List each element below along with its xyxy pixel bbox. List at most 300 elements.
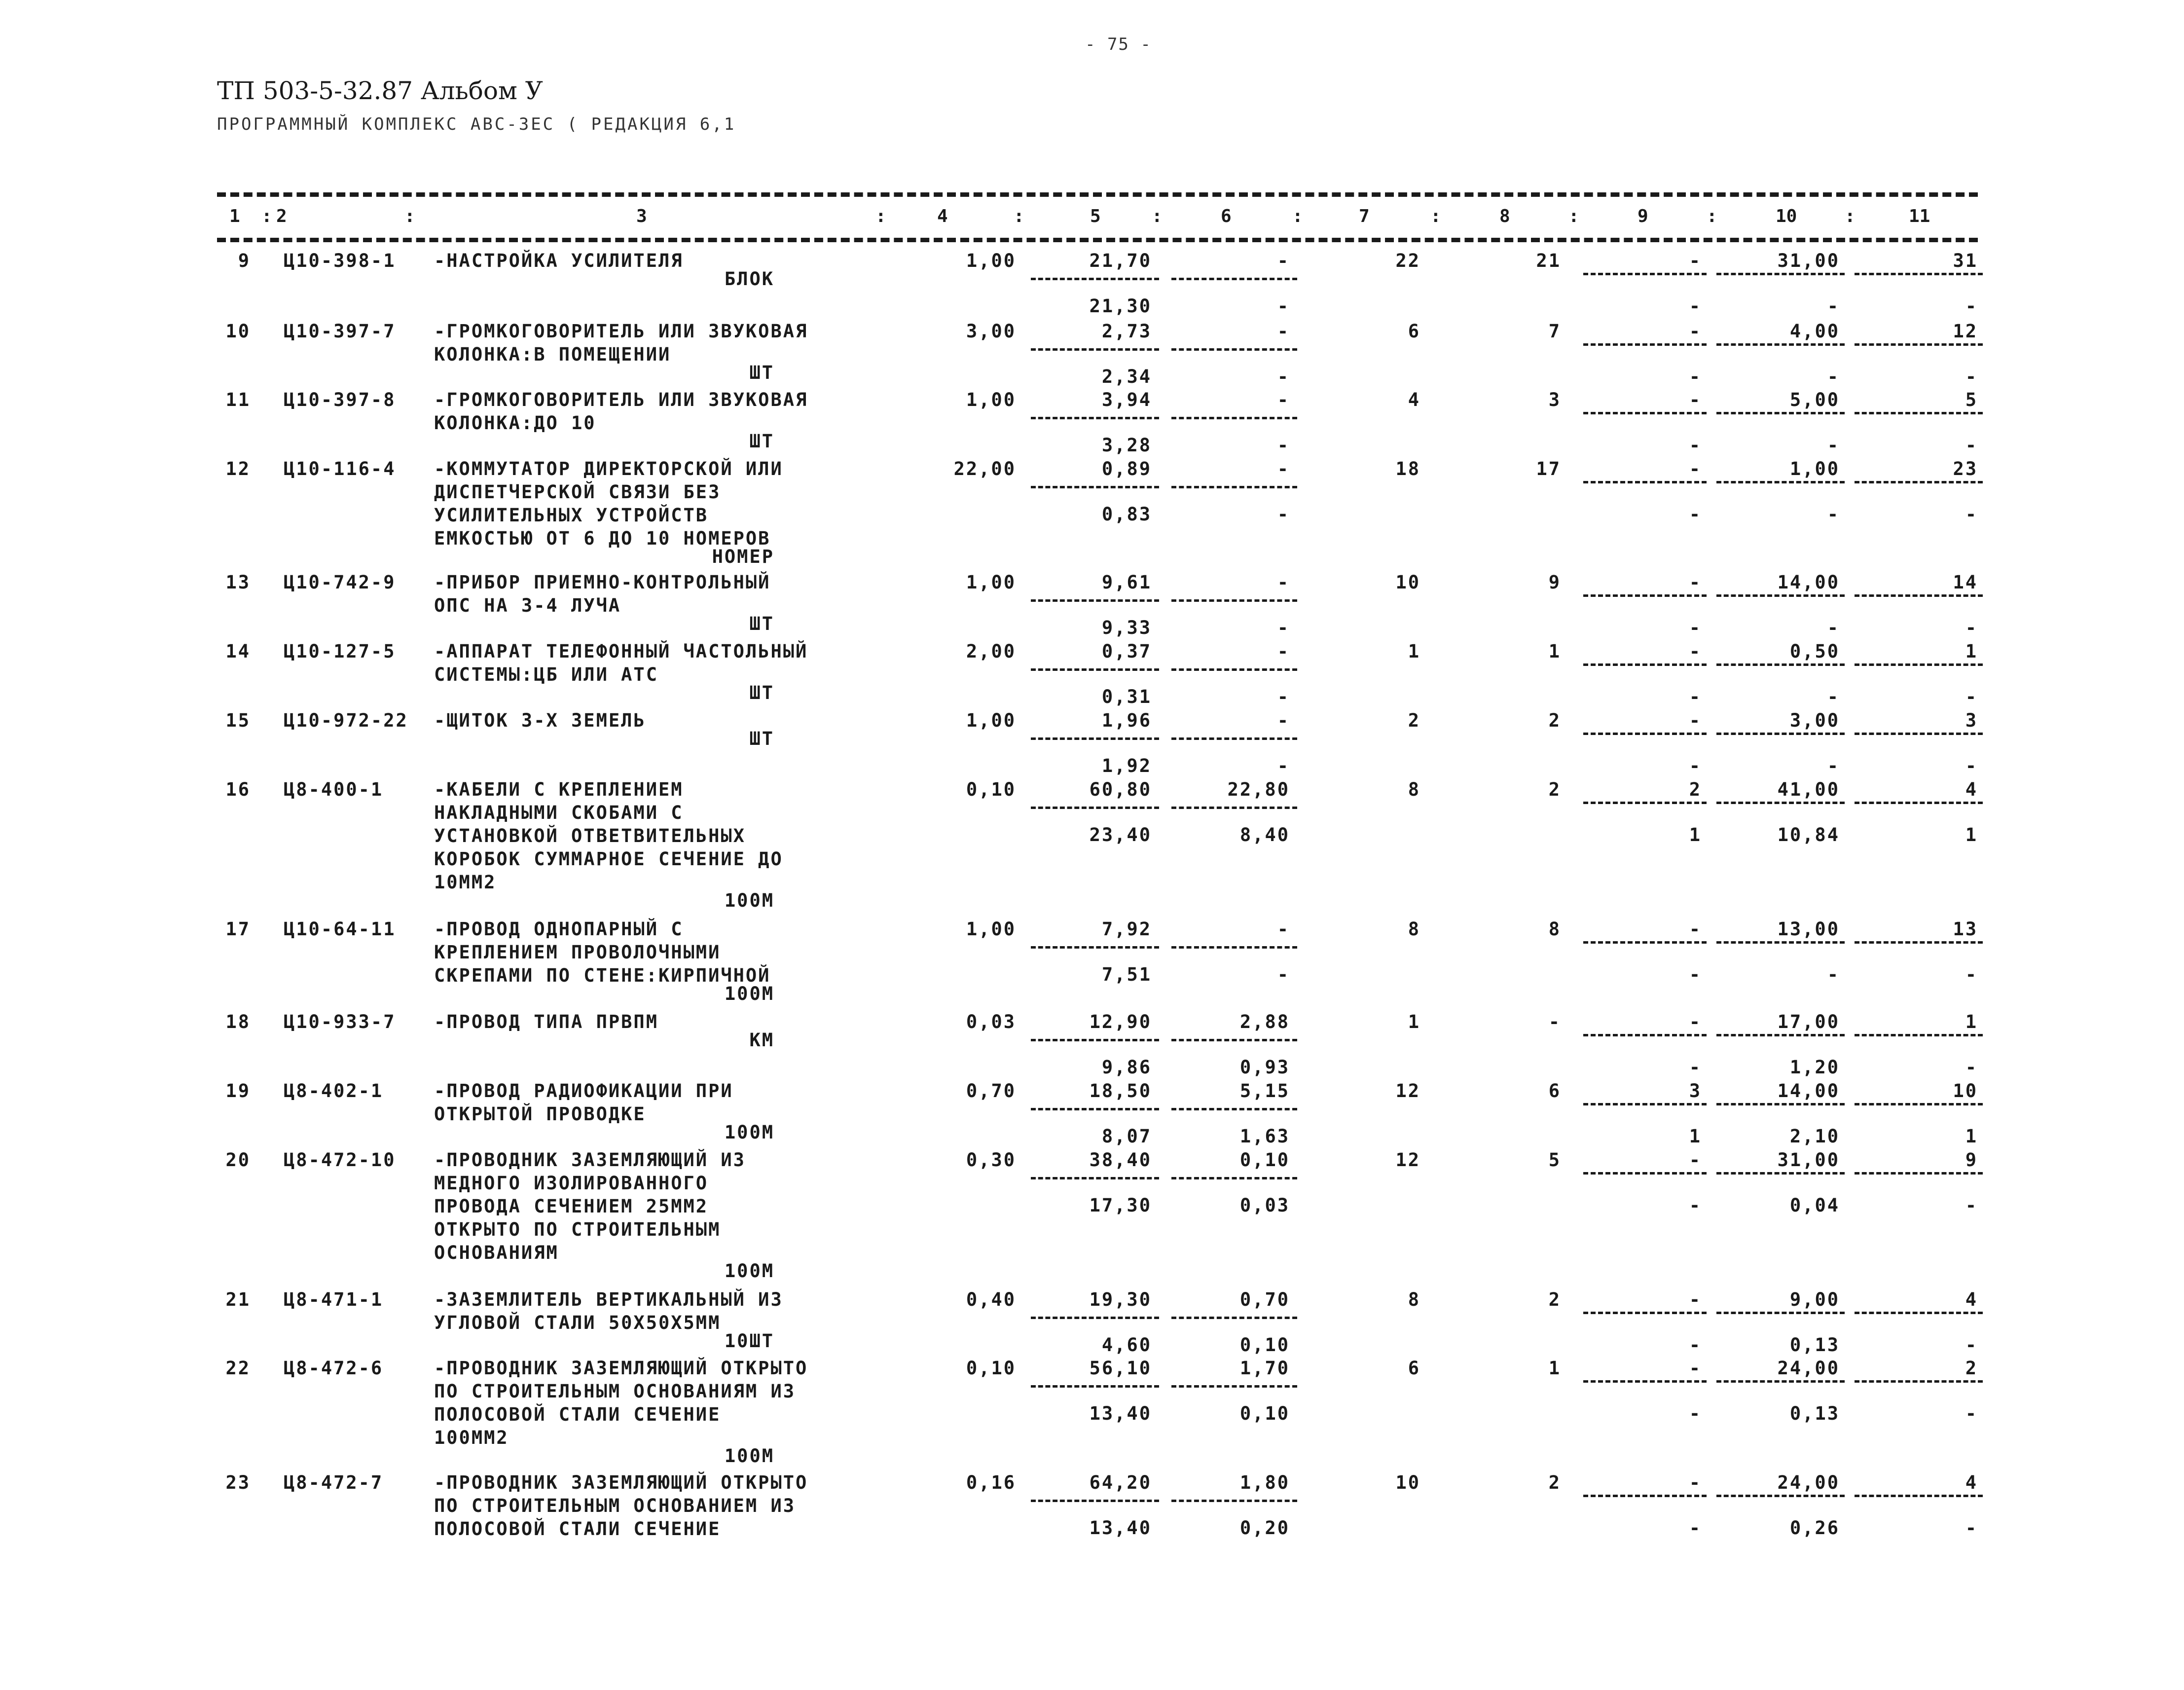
col6-value: - <box>1277 250 1290 271</box>
col10-subvalue: 10,84 <box>1777 824 1840 845</box>
col6-subvalue: 0,10 <box>1239 1403 1290 1424</box>
col9-subvalue: - <box>1689 366 1702 387</box>
col5-value: 18,50 <box>1089 1080 1152 1102</box>
row-number: 23 <box>225 1472 251 1493</box>
col8-value: 21 <box>1536 250 1561 271</box>
subtotal-rule <box>1716 594 1845 597</box>
row-description-line: КОРОБОК СУММАРНОЕ СЕЧЕНИЕ ДО <box>434 848 783 870</box>
subtotal-rule <box>1716 1172 1845 1175</box>
header-separator: : <box>1292 206 1303 226</box>
col9-subvalue: 1 <box>1689 824 1702 845</box>
subtotal-rule <box>1583 594 1707 597</box>
row-quantity: 1,00 <box>966 710 1016 731</box>
subtotal-rule <box>1583 481 1707 483</box>
col9-value: 2 <box>1689 779 1702 800</box>
row-description-line: -ПРОВОД ОДНОПАРНЫЙ С <box>434 918 684 940</box>
subtotal-rule <box>1031 348 1159 351</box>
subtotal-rule <box>1583 1103 1707 1105</box>
col7-value: 10 <box>1395 1472 1420 1493</box>
row-number: 12 <box>225 458 251 479</box>
subtotal-rule <box>1583 273 1707 275</box>
subtotal-rule <box>1855 1380 1983 1383</box>
col9-subvalue: - <box>1689 755 1702 776</box>
col5-subvalue: 9,86 <box>1101 1057 1152 1078</box>
row-description-line: ОПС НА 3-4 ЛУЧА <box>434 595 621 616</box>
col6-subvalue: - <box>1277 755 1290 776</box>
col10-subvalue: - <box>1827 617 1840 638</box>
subtotal-rule <box>1855 1103 1983 1105</box>
col6-value: 22,80 <box>1227 779 1290 800</box>
row-description-line: 100ММ2 <box>434 1427 509 1448</box>
col9-value: - <box>1689 458 1702 479</box>
row-unit: КМ <box>749 1029 774 1051</box>
col10-subvalue: - <box>1827 504 1840 525</box>
row-code: Ц10-397-8 <box>284 389 396 410</box>
col10-subvalue: - <box>1827 366 1840 387</box>
row-description-line: ПО СТРОИТЕЛЬНЫМ ОСНОВАНИЕМ ИЗ <box>434 1495 796 1516</box>
row-number: 9 <box>238 250 251 271</box>
col7-value: 6 <box>1408 321 1420 342</box>
col9-value: - <box>1689 321 1702 342</box>
subtotal-rule <box>1031 1500 1159 1502</box>
row-description-line: -ПРОВОД ТИПА ПРВПМ <box>434 1011 658 1032</box>
col9-value: - <box>1689 1011 1702 1032</box>
row-unit: 100М <box>724 890 774 911</box>
col6-value: 5,15 <box>1239 1080 1290 1102</box>
col9-subvalue: - <box>1689 435 1702 456</box>
col11-value: 4 <box>1965 1289 1978 1310</box>
row-code: Ц8-471-1 <box>284 1289 384 1310</box>
col6-value: 0,70 <box>1239 1289 1290 1310</box>
col10-value: 24,00 <box>1777 1472 1840 1493</box>
col6-value: 1,70 <box>1239 1358 1290 1379</box>
col6-value: - <box>1277 710 1290 731</box>
header-separator: : <box>875 206 886 226</box>
col9-value: - <box>1689 250 1702 271</box>
col6-value: 0,10 <box>1239 1149 1290 1171</box>
row-unit: 10ШТ <box>724 1330 774 1352</box>
row-quantity: 0,70 <box>966 1080 1016 1102</box>
row-description-line: ОТКРЫТОЙ ПРОВОДКЕ <box>434 1103 646 1125</box>
col10-value: 31,00 <box>1777 1149 1840 1171</box>
col5-subvalue: 3,28 <box>1101 435 1152 456</box>
col10-value: 5,00 <box>1789 389 1840 410</box>
subtotal-rule <box>1583 663 1707 666</box>
subtotal-rule <box>1583 733 1707 735</box>
col6-value: - <box>1277 918 1290 940</box>
subtotal-rule <box>1855 802 1983 804</box>
subtotal-rule <box>1031 1385 1159 1388</box>
header-separator: : <box>261 206 272 226</box>
col7-value: 2 <box>1408 710 1420 731</box>
subtotal-rule <box>1171 946 1297 949</box>
row-description-line: ОТКРЫТО ПО СТРОИТЕЛЬНЫМ <box>434 1219 721 1240</box>
header-col-10: 10 <box>1776 206 1797 226</box>
col5-value: 56,10 <box>1089 1358 1152 1379</box>
row-code: Ц10-742-9 <box>284 572 396 593</box>
row-description-line: УГЛОВОЙ СТАЛИ 50Х50Х5ММ <box>434 1312 721 1333</box>
col9-subvalue: - <box>1689 1195 1702 1216</box>
col5-subvalue: 23,40 <box>1089 824 1152 845</box>
row-quantity: 22,00 <box>953 458 1016 479</box>
subtotal-rule <box>1583 941 1707 944</box>
subtotal-rule <box>1855 941 1983 944</box>
col9-subvalue: - <box>1689 964 1702 985</box>
col9-value: - <box>1689 641 1702 662</box>
col6-value: - <box>1277 321 1290 342</box>
subtotal-rule <box>1716 1495 1845 1497</box>
col11-value: 14 <box>1953 572 1978 593</box>
header-separator: : <box>1568 206 1579 226</box>
subtotal-rule <box>1171 1108 1297 1110</box>
subtotal-rule <box>1716 802 1845 804</box>
col9-value: - <box>1689 1472 1702 1493</box>
row-description-line: КРЕПЛЕНИЕМ ПРОВОЛОЧНЫМИ <box>434 942 721 963</box>
row-unit: 100М <box>724 1260 774 1282</box>
row-quantity: 0,16 <box>966 1472 1016 1493</box>
row-unit: ШТ <box>749 682 774 703</box>
page-number: - 75 - <box>1085 35 1152 54</box>
row-unit: БЛОК <box>724 268 774 290</box>
subtotal-rule <box>1031 668 1159 671</box>
row-description-line: -ПРОВОД РАДИОФИКАЦИИ ПРИ <box>434 1080 733 1102</box>
col6-value: - <box>1277 389 1290 410</box>
col11-subvalue: - <box>1965 1403 1978 1424</box>
col7-value: 1 <box>1408 1011 1420 1032</box>
col10-subvalue: 0,13 <box>1789 1334 1840 1356</box>
col10-subvalue: - <box>1827 755 1840 776</box>
col10-subvalue: - <box>1827 964 1840 985</box>
col10-value: 3,00 <box>1789 710 1840 731</box>
row-unit: ШТ <box>749 431 774 452</box>
document-title: ТП 503-5-32.87 Альбом У <box>217 76 543 105</box>
row-number: 16 <box>225 779 251 800</box>
col10-subvalue: 0,26 <box>1789 1517 1840 1539</box>
col11-subvalue: - <box>1965 1334 1978 1356</box>
row-quantity: 1,00 <box>966 250 1016 271</box>
col5-subvalue: 9,33 <box>1101 617 1152 638</box>
subtotal-rule <box>1171 599 1297 602</box>
row-description-line: -ПРИБОР ПРИЕМНО-КОНТРОЛЬНЫЙ <box>434 572 771 593</box>
col6-subvalue: 1,63 <box>1239 1126 1290 1147</box>
col10-value: 4,00 <box>1789 321 1840 342</box>
row-code: Ц10-397-7 <box>284 321 396 342</box>
col6-value: - <box>1277 458 1290 479</box>
subtotal-rule <box>1583 1172 1707 1175</box>
subtotal-rule <box>1031 599 1159 602</box>
row-quantity: 1,00 <box>966 918 1016 940</box>
subtotal-rule <box>1031 1108 1159 1110</box>
subtotal-rule <box>1031 486 1159 488</box>
subtotal-rule <box>1031 807 1159 809</box>
col8-value: 2 <box>1548 779 1561 800</box>
col5-value: 1,96 <box>1101 710 1152 731</box>
col10-subvalue: 1,20 <box>1789 1057 1840 1078</box>
col10-value: 1,00 <box>1789 458 1840 479</box>
subtotal-rule <box>1855 273 1983 275</box>
row-unit: ШТ <box>749 728 774 749</box>
col7-value: 12 <box>1395 1080 1420 1102</box>
row-code: Ц10-116-4 <box>284 458 396 479</box>
row-number: 20 <box>225 1149 251 1171</box>
col11-subvalue: 1 <box>1965 824 1978 845</box>
col5-subvalue: 1,92 <box>1101 755 1152 776</box>
col9-value: - <box>1689 1289 1702 1310</box>
col11-value: 23 <box>1953 458 1978 479</box>
col8-value: 5 <box>1548 1149 1561 1171</box>
row-code: Ц8-472-10 <box>284 1149 396 1171</box>
row-number: 10 <box>225 321 251 342</box>
col10-subvalue: 0,04 <box>1789 1195 1840 1216</box>
row-description-line: ПОЛОСОВОЙ СТАЛИ СЕЧЕНИЕ <box>434 1404 721 1425</box>
col11-subvalue: - <box>1965 435 1978 456</box>
row-code: Ц10-398-1 <box>284 250 396 271</box>
subtotal-rule <box>1031 1317 1159 1319</box>
row-number: 18 <box>225 1011 251 1032</box>
row-description-line: ПРОВОДА СЕЧЕНИЕМ 25ММ2 <box>434 1196 709 1217</box>
subtotal-rule <box>1716 1312 1845 1314</box>
col11-value: 1 <box>1965 641 1978 662</box>
col5-value: 9,61 <box>1101 572 1152 593</box>
col9-value: - <box>1689 710 1702 731</box>
col10-value: 41,00 <box>1777 779 1840 800</box>
row-number: 19 <box>225 1080 251 1102</box>
col7-value: 10 <box>1395 572 1420 593</box>
col10-subvalue: 2,10 <box>1789 1126 1840 1147</box>
subtotal-rule <box>1171 668 1297 671</box>
row-quantity: 1,00 <box>966 389 1016 410</box>
header-col-5: 5 <box>1090 206 1101 226</box>
col6-subvalue: 0,93 <box>1239 1057 1290 1078</box>
col11-value: 13 <box>1953 918 1978 940</box>
col11-subvalue: - <box>1965 964 1978 985</box>
col7-value: 8 <box>1408 918 1420 940</box>
col9-subvalue: 1 <box>1689 1126 1702 1147</box>
subtotal-rule <box>1171 807 1297 809</box>
col9-subvalue: - <box>1689 1334 1702 1356</box>
col10-value: 14,00 <box>1777 1080 1840 1102</box>
row-description-line: УСТАНОВКОЙ ОТВЕТВИТЕЛЬНЫХ <box>434 825 746 846</box>
row-description-line: -КОММУТАТОР ДИРЕКТОРСКОЙ ИЛИ <box>434 458 783 479</box>
subtotal-rule <box>1583 343 1707 346</box>
row-description-line: -ПРОВОДНИК ЗАЗЕМЛЯЮЩИЙ ОТКРЫТО <box>434 1358 808 1379</box>
subtotal-rule <box>1716 1380 1845 1383</box>
subtotal-rule <box>1855 412 1983 414</box>
col8-value: 9 <box>1548 572 1561 593</box>
col5-subvalue: 17,30 <box>1089 1195 1152 1216</box>
subtotal-rule <box>1716 273 1845 275</box>
row-description-line: УСИЛИТЕЛЬНЫХ УСТРОЙСТВ <box>434 505 709 526</box>
header-separator: : <box>1845 206 1856 226</box>
col6-value: - <box>1277 641 1290 662</box>
subtotal-rule <box>1716 412 1845 414</box>
col9-value: - <box>1689 572 1702 593</box>
col10-value: 31,00 <box>1777 250 1840 271</box>
col11-value: 4 <box>1965 1472 1978 1493</box>
col5-value: 21,70 <box>1089 250 1152 271</box>
subtotal-rule <box>1031 417 1159 419</box>
row-code: Ц8-472-7 <box>284 1472 384 1493</box>
row-quantity: 0,30 <box>966 1149 1016 1171</box>
col11-subvalue: - <box>1965 1057 1978 1078</box>
col11-value: 2 <box>1965 1358 1978 1379</box>
header-col-8: 8 <box>1499 206 1510 226</box>
row-description-line: ОСНОВАНИЯМ <box>434 1242 559 1263</box>
subtotal-rule <box>1855 481 1983 483</box>
col8-value: 8 <box>1548 918 1561 940</box>
subtotal-rule <box>1855 343 1983 346</box>
subtotal-rule <box>1171 1317 1297 1319</box>
row-description-line: -ГРОМКОГОВОРИТЕЛЬ ИЛИ ЗВУКОВАЯ <box>434 389 808 410</box>
col7-value: 8 <box>1408 1289 1420 1310</box>
col5-subvalue: 4,60 <box>1101 1334 1152 1356</box>
col5-value: 7,92 <box>1101 918 1152 940</box>
col7-value: 6 <box>1408 1358 1420 1379</box>
row-unit: ШТ <box>749 613 774 634</box>
col10-value: 14,00 <box>1777 572 1840 593</box>
row-code: Ц10-64-11 <box>284 918 396 940</box>
subtotal-rule <box>1716 481 1845 483</box>
col5-subvalue: 13,40 <box>1089 1403 1152 1424</box>
col7-value: 18 <box>1395 458 1420 479</box>
col10-value: 17,00 <box>1777 1011 1840 1032</box>
col6-subvalue: - <box>1277 964 1290 985</box>
row-number: 13 <box>225 572 251 593</box>
col5-value: 60,80 <box>1089 779 1152 800</box>
header-col-1: 1 <box>229 206 240 226</box>
col5-subvalue: 0,31 <box>1101 686 1152 707</box>
row-description-line: -ГРОМКОГОВОРИТЕЛЬ ИЛИ ЗВУКОВАЯ <box>434 321 808 342</box>
col6-subvalue: 0,03 <box>1239 1195 1290 1216</box>
col6-subvalue: - <box>1277 295 1290 317</box>
col6-subvalue: 0,10 <box>1239 1334 1290 1356</box>
row-number: 11 <box>225 389 251 410</box>
subtotal-rule <box>1855 1495 1983 1497</box>
row-unit: 100М <box>724 1122 774 1143</box>
col10-subvalue: - <box>1827 435 1840 456</box>
col5-subvalue: 8,07 <box>1101 1126 1152 1147</box>
row-quantity: 0,10 <box>966 779 1016 800</box>
subtotal-rule <box>1716 1103 1845 1105</box>
table-header-rule <box>217 238 1978 242</box>
row-description-line: -АППАРАТ ТЕЛЕФОННЫЙ ЧАСТОЛЬНЫЙ <box>434 641 808 662</box>
subtotal-rule <box>1855 1034 1983 1036</box>
col11-value: 1 <box>1965 1011 1978 1032</box>
subtotal-rule <box>1855 1172 1983 1175</box>
subtotal-rule <box>1031 1039 1159 1041</box>
subtotal-rule <box>1583 1495 1707 1497</box>
row-number: 21 <box>225 1289 251 1310</box>
row-description-line: СКРЕПАМИ ПО СТЕНЕ:КИРПИЧНОЙ <box>434 965 771 986</box>
col8-value: 1 <box>1548 1358 1561 1379</box>
subtotal-rule <box>1031 1177 1159 1179</box>
col8-value: 2 <box>1548 1289 1561 1310</box>
subtotal-rule <box>1583 1380 1707 1383</box>
col5-subvalue: 0,83 <box>1101 504 1152 525</box>
col5-value: 2,73 <box>1101 321 1152 342</box>
col9-subvalue: - <box>1689 617 1702 638</box>
col11-subvalue: - <box>1965 617 1978 638</box>
header-col-9: 9 <box>1638 206 1648 226</box>
row-description-line: -ПРОВОДНИК ЗАЗЕМЛЯЮЩИЙ ОТКРЫТО <box>434 1472 808 1493</box>
col8-value: 2 <box>1548 710 1561 731</box>
col9-subvalue: - <box>1689 504 1702 525</box>
header-col-7: 7 <box>1359 206 1370 226</box>
subtotal-rule <box>1716 1034 1845 1036</box>
subtotal-rule <box>1855 1312 1983 1314</box>
col5-value: 12,90 <box>1089 1011 1152 1032</box>
row-quantity: 3,00 <box>966 321 1016 342</box>
row-description-line: -ЗАЗЕМЛИТЕЛЬ ВЕРТИКАЛЬНЫЙ ИЗ <box>434 1289 783 1310</box>
col9-value: - <box>1689 389 1702 410</box>
subtotal-rule <box>1583 412 1707 414</box>
col11-subvalue: - <box>1965 755 1978 776</box>
subtotal-rule <box>1171 737 1297 740</box>
col5-subvalue: 13,40 <box>1089 1517 1152 1539</box>
subtotal-rule <box>1171 348 1297 351</box>
col5-value: 0,89 <box>1101 458 1152 479</box>
row-description-line: КОЛОНКА:В ПОМЕЩЕНИИ <box>434 344 671 365</box>
header-separator: : <box>1707 206 1717 226</box>
row-quantity: 2,00 <box>966 641 1016 662</box>
col11-value: 4 <box>1965 779 1978 800</box>
row-number: 22 <box>225 1358 251 1379</box>
col6-value: 2,88 <box>1239 1011 1290 1032</box>
subtotal-rule <box>1031 737 1159 740</box>
col6-subvalue: - <box>1277 504 1290 525</box>
row-number: 14 <box>225 641 251 662</box>
row-unit: НОМЕР <box>712 546 774 567</box>
row-description-line: ЕМКОСТЬЮ ОТ 6 ДО 10 НОМЕРОВ <box>434 528 771 549</box>
col9-value: - <box>1689 1358 1702 1379</box>
col11-value: 10 <box>1953 1080 1978 1102</box>
col5-subvalue: 7,51 <box>1101 964 1152 985</box>
subtotal-rule <box>1031 946 1159 949</box>
program-line: ПРОГРАММНЫЙ КОМПЛЕКС АВС-ЗЕС ( РЕДАКЦИЯ 6,1 <box>217 114 736 134</box>
col9-value: - <box>1689 918 1702 940</box>
col11-subvalue: - <box>1965 295 1978 317</box>
header-separator: : <box>1014 206 1024 226</box>
col10-value: 13,00 <box>1777 918 1840 940</box>
col8-value: 2 <box>1548 1472 1561 1493</box>
col5-value: 0,37 <box>1101 641 1152 662</box>
col7-value: 4 <box>1408 389 1420 410</box>
col9-subvalue: - <box>1689 1517 1702 1539</box>
col11-subvalue: 1 <box>1965 1126 1978 1147</box>
row-description-line: 10ММ2 <box>434 872 497 893</box>
col8-value: 7 <box>1548 321 1561 342</box>
row-description-line: МЕДНОГО ИЗОЛИРОВАННОГО <box>434 1173 709 1194</box>
subtotal-rule <box>1031 278 1159 280</box>
row-description-line: ПО СТРОИТЕЛЬНЫМ ОСНОВАНИЯМ ИЗ <box>434 1381 796 1402</box>
col8-value: 3 <box>1548 389 1561 410</box>
row-quantity: 0,03 <box>966 1011 1016 1032</box>
subtotal-rule <box>1171 1177 1297 1179</box>
subtotal-rule <box>1855 594 1983 597</box>
row-description-line: ПОЛОСОВОЙ СТАЛИ СЕЧЕНИЕ <box>434 1518 721 1540</box>
col6-subvalue: - <box>1277 366 1290 387</box>
header-separator: : <box>1152 206 1163 226</box>
col9-subvalue: - <box>1689 1403 1702 1424</box>
col11-value: 12 <box>1953 321 1978 342</box>
col8-value: 6 <box>1548 1080 1561 1102</box>
col10-subvalue: 0,13 <box>1789 1403 1840 1424</box>
col5-subvalue: 21,30 <box>1089 295 1152 317</box>
subtotal-rule <box>1716 941 1845 944</box>
subtotal-rule <box>1716 343 1845 346</box>
col6-value: 1,80 <box>1239 1472 1290 1493</box>
col6-subvalue: - <box>1277 617 1290 638</box>
